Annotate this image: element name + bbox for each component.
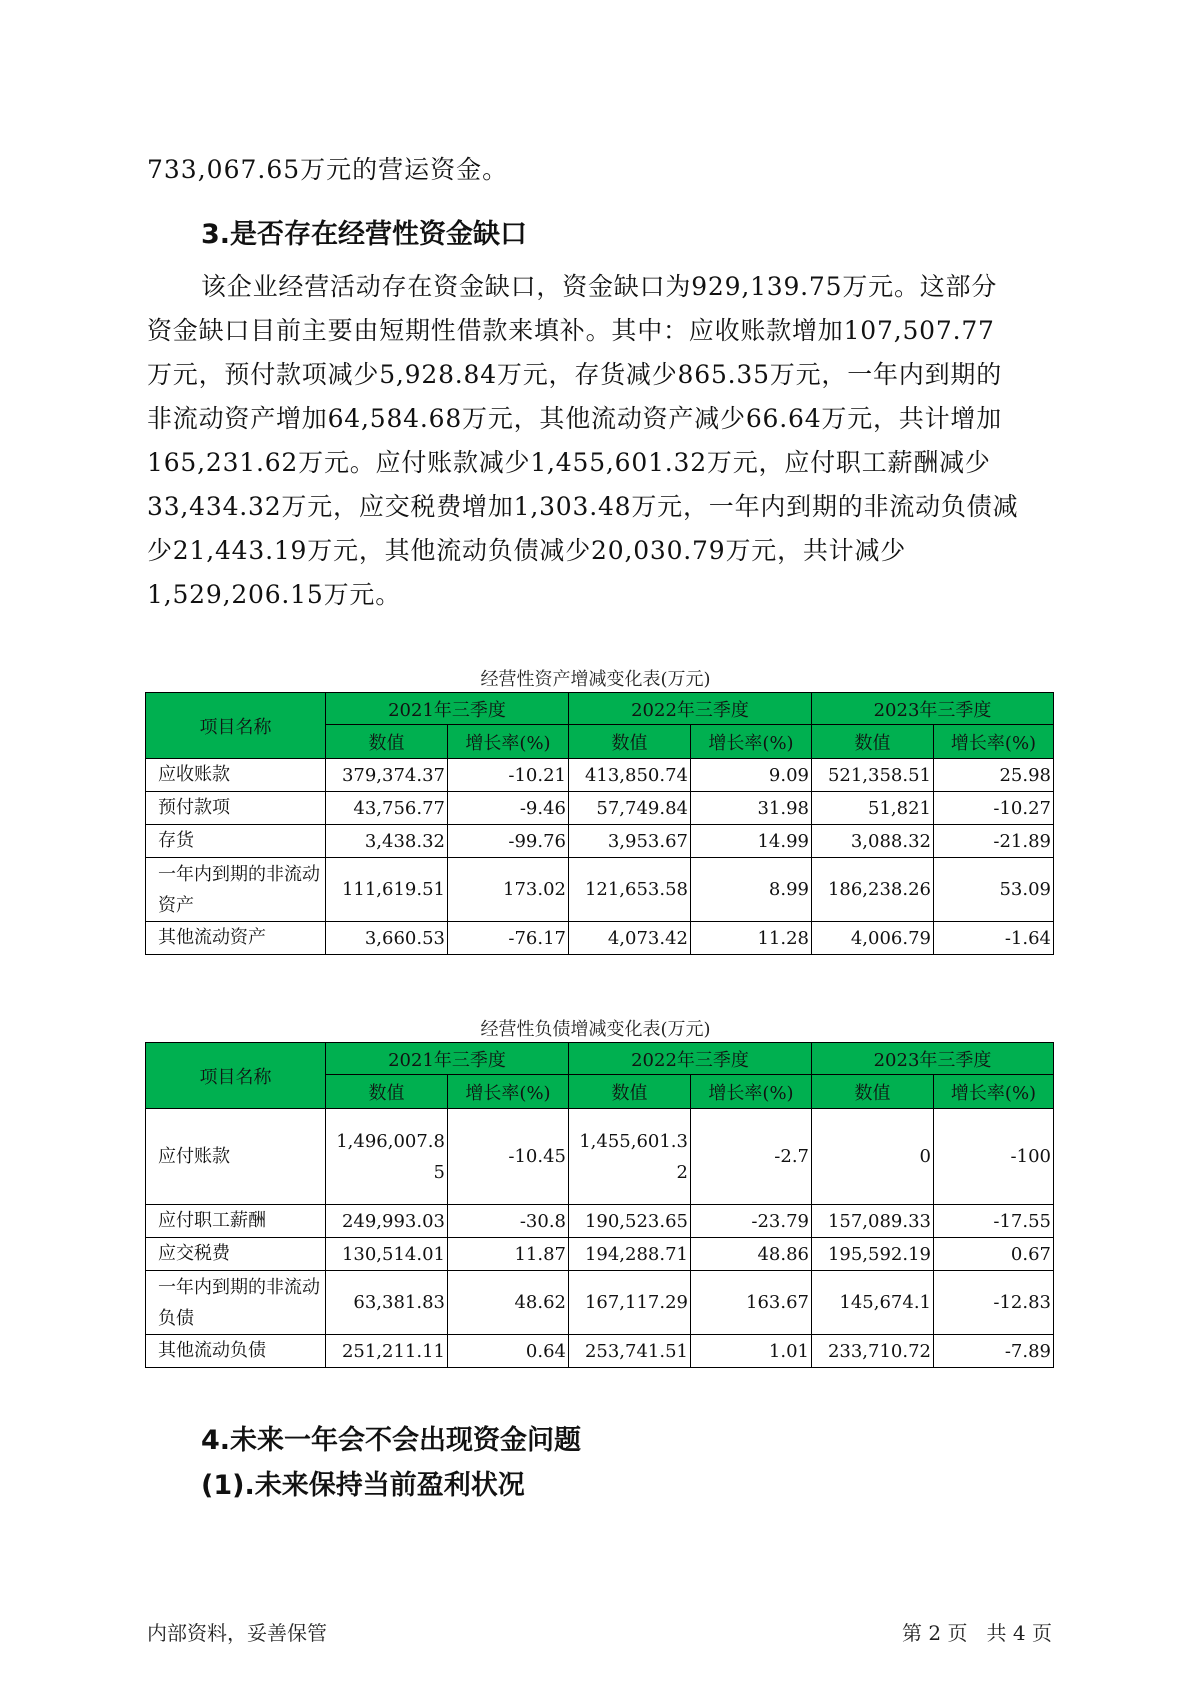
- col-rate: 增长率(%): [691, 1075, 812, 1109]
- row-name: 应付职工薪酬: [146, 1205, 326, 1238]
- cell: 48.86: [691, 1238, 812, 1271]
- col-value: 数值: [812, 1075, 934, 1109]
- cell: -10.45: [448, 1109, 569, 1205]
- cell: -9.46: [448, 792, 569, 825]
- cell: 53.09: [934, 858, 1054, 922]
- paragraph-line: 万元，预付款项减少5,928.84万元，存货减少865.35万元，一年内到期的: [147, 360, 1003, 389]
- footer-page-number: 第 2 页 共 4 页: [902, 1621, 1052, 1645]
- cell: 167,117.29: [569, 1271, 691, 1335]
- cell: 4,073.42: [569, 922, 691, 955]
- period-header: 2022年三季度: [569, 1043, 812, 1075]
- cell: -1.64: [934, 922, 1054, 955]
- assets-table: [145, 692, 1054, 955]
- cell: 251,211.11: [326, 1335, 448, 1368]
- section4-subheading: (1).未来保持当前盈利状况: [201, 1470, 525, 1501]
- cell: 51,821: [812, 792, 934, 825]
- col-rate: 增长率(%): [934, 1075, 1054, 1109]
- period-header: 2022年三季度: [569, 693, 812, 725]
- cell: 379,374.37: [326, 759, 448, 792]
- cell: 111,619.51: [326, 858, 448, 922]
- cell: 1,455,601.32: [569, 1109, 691, 1205]
- cell: -12.83: [934, 1271, 1054, 1335]
- row-name: 预付款项: [146, 792, 326, 825]
- cell: 0: [812, 1109, 934, 1205]
- row-name: 其他流动负债: [146, 1335, 326, 1368]
- cell: 3,088.32: [812, 825, 934, 858]
- col-rate: 增长率(%): [448, 725, 569, 759]
- row-name: 应付账款: [146, 1109, 326, 1205]
- paragraph-line: 1,529,206.15万元。: [147, 580, 401, 609]
- col-value: 数值: [569, 725, 691, 759]
- row-name: 应收账款: [146, 759, 326, 792]
- paragraph-line: 该企业经营活动存在资金缺口，资金缺口为929,139.75万元。这部分: [201, 272, 998, 301]
- paragraph-line: 非流动资产增加64,584.68万元，其他流动资产减少66.64万元，共计增加: [147, 404, 1003, 433]
- col-value: 数值: [812, 725, 934, 759]
- section4-heading: 4.未来一年会不会出现资金问题: [201, 1425, 582, 1456]
- cell: 3,953.67: [569, 825, 691, 858]
- cell: -76.17: [448, 922, 569, 955]
- footer-confidential: 内部资料，妥善保管: [147, 1621, 327, 1645]
- cell: -10.21: [448, 759, 569, 792]
- row-name: 存货: [146, 825, 326, 858]
- cell: 3,660.53: [326, 922, 448, 955]
- cell: 249,993.03: [326, 1205, 448, 1238]
- cell: -99.76: [448, 825, 569, 858]
- col-value: 数值: [326, 725, 448, 759]
- cell: 3,438.32: [326, 825, 448, 858]
- row-name: 其他流动资产: [146, 922, 326, 955]
- cell: 194,288.71: [569, 1238, 691, 1271]
- cell: 233,710.72: [812, 1335, 934, 1368]
- cell: -100: [934, 1109, 1054, 1205]
- table-row: [146, 759, 1054, 792]
- cell: 173.02: [448, 858, 569, 922]
- intro-line: 733,067.65万元的营运资金。: [147, 155, 509, 184]
- cell: 163.67: [691, 1271, 812, 1335]
- col-value: 数值: [569, 1075, 691, 1109]
- table-row: [146, 1109, 1054, 1205]
- cell: 11.28: [691, 922, 812, 955]
- liabilities-table: [145, 1042, 1054, 1368]
- row-name: 一年内到期的非流动资产: [146, 858, 326, 922]
- period-header: 2021年三季度: [326, 693, 569, 725]
- cell: 63,381.83: [326, 1271, 448, 1335]
- col-rate: 增长率(%): [691, 725, 812, 759]
- cell: 11.87: [448, 1238, 569, 1271]
- paragraph-line: 少21,443.19万元，其他流动负债减少20,030.79万元，共计减少: [147, 536, 907, 565]
- cell: 9.09: [691, 759, 812, 792]
- row-name: 应交税费: [146, 1238, 326, 1271]
- cell: 0.64: [448, 1335, 569, 1368]
- section3-heading: 3.是否存在经营性资金缺口: [201, 219, 528, 250]
- cell: 14.99: [691, 825, 812, 858]
- cell: 157,089.33: [812, 1205, 934, 1238]
- cell: -10.27: [934, 792, 1054, 825]
- cell: 1.01: [691, 1335, 812, 1368]
- period-header: 2023年三季度: [812, 693, 1054, 725]
- col-rate: 增长率(%): [448, 1075, 569, 1109]
- cell: 57,749.84: [569, 792, 691, 825]
- cell: 186,238.26: [812, 858, 934, 922]
- cell: -30.8: [448, 1205, 569, 1238]
- paragraph-line: 165,231.62万元。应付账款减少1,455,601.32万元，应付职工薪酬减少: [147, 448, 991, 477]
- cell: 43,756.77: [326, 792, 448, 825]
- cell: 413,850.74: [569, 759, 691, 792]
- paragraph-line: 资金缺口目前主要由短期性借款来填补。其中：应收账款增加107,507.77: [147, 316, 995, 345]
- cell: 145,674.1: [812, 1271, 934, 1335]
- section3-paragraph: [147, 265, 1052, 617]
- cell: 31.98: [691, 792, 812, 825]
- row-name: 一年内到期的非流动负债: [146, 1271, 326, 1335]
- cell: 130,514.01: [326, 1238, 448, 1271]
- cell: 48.62: [448, 1271, 569, 1335]
- period-header: 2021年三季度: [326, 1043, 569, 1075]
- table-row: [146, 792, 1054, 825]
- table-row: [146, 1205, 1054, 1238]
- col-value: 数值: [326, 1075, 448, 1109]
- cell: -2.7: [691, 1109, 812, 1205]
- cell: 0.67: [934, 1238, 1054, 1271]
- period-header: 2023年三季度: [812, 1043, 1054, 1075]
- liabilities-table-caption: 经营性负债增减变化表(万元): [480, 1019, 711, 1040]
- cell: 1,496,007.85: [326, 1109, 448, 1205]
- cell: 4,006.79: [812, 922, 934, 955]
- cell: -17.55: [934, 1205, 1054, 1238]
- cell: 521,358.51: [812, 759, 934, 792]
- cell: -7.89: [934, 1335, 1054, 1368]
- cell: 8.99: [691, 858, 812, 922]
- table-row: [146, 1335, 1054, 1368]
- cell: 121,653.58: [569, 858, 691, 922]
- table-row: [146, 922, 1054, 955]
- assets-table-caption: 经营性资产增减变化表(万元): [480, 669, 711, 690]
- table-row: [146, 825, 1054, 858]
- cell: 195,592.19: [812, 1238, 934, 1271]
- col-rate: 增长率(%): [934, 725, 1054, 759]
- table-row: [146, 1238, 1054, 1271]
- table-row: [146, 1271, 1054, 1335]
- cell: 25.98: [934, 759, 1054, 792]
- cell: 253,741.51: [569, 1335, 691, 1368]
- paragraph-line: 33,434.32万元，应交税费增加1,303.48万元，一年内到期的非流动负债减: [147, 492, 1019, 521]
- cell: -21.89: [934, 825, 1054, 858]
- table-row: [146, 858, 1054, 922]
- cell: -23.79: [691, 1205, 812, 1238]
- col-item-name: 项目名称: [146, 1043, 326, 1109]
- col-item-name: 项目名称: [146, 693, 326, 759]
- cell: 190,523.65: [569, 1205, 691, 1238]
